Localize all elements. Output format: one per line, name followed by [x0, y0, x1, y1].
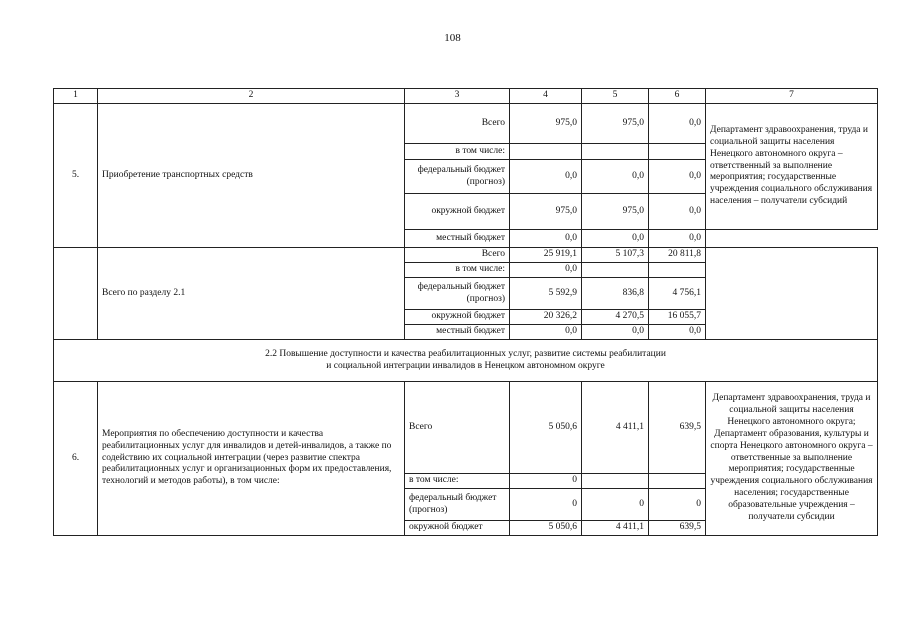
value-cell: 5 592,9 — [510, 278, 582, 310]
activity-name: Всего по разделу 2.1 — [98, 248, 405, 340]
funding-label: окружной бюджет — [405, 194, 510, 230]
value-cell: 0,0 — [649, 230, 706, 248]
value-cell: 5 050,6 — [510, 521, 582, 536]
value-cell: 4 270,5 — [582, 310, 649, 325]
value-cell: 4 411,1 — [582, 521, 649, 536]
value-cell: 4 411,1 — [582, 382, 649, 474]
funding-label: Всего — [405, 104, 510, 144]
value-cell: 5 107,3 — [582, 248, 649, 263]
value-cell — [649, 263, 706, 278]
header-cell: 6 — [649, 89, 706, 104]
value-cell: 0,0 — [510, 230, 582, 248]
value-cell: 0,0 — [649, 325, 706, 340]
table-row — [54, 382, 878, 474]
value-cell: 975,0 — [582, 194, 649, 230]
value-cell: 20 326,2 — [510, 310, 582, 325]
value-cell: 0 — [510, 474, 582, 489]
value-cell: 836,8 — [582, 278, 649, 310]
funding-label: в том числе: — [405, 474, 510, 489]
funding-label: федеральный бюджет (прогноз) — [405, 160, 510, 194]
value-cell: 20 811,8 — [649, 248, 706, 263]
activity-name: Приобретение транспортных средств — [98, 104, 405, 248]
responsible-executor: Департамент здравоохранения, труда и социальной защиты населения Ненецкого автономного округа; Департамент образования, культуры и спорта Ненецкого автономного округа – ответственные за выполнение мероприятия; государственные учреждения социального обслуживания населения; государственные образовательные учреждения – получатели субсидии — [706, 382, 878, 536]
value-cell — [582, 474, 649, 489]
funding-label: федеральный бюджет (прогноз) — [405, 278, 510, 310]
header-cell: 3 — [405, 89, 510, 104]
value-cell: 0,0 — [510, 325, 582, 340]
value-cell: 16 055,7 — [649, 310, 706, 325]
header-cell: 7 — [706, 89, 878, 104]
page-number: 108 — [444, 32, 461, 44]
row-number — [54, 248, 98, 340]
funding-label: федеральный бюджет (прогноз) — [405, 489, 510, 521]
value-cell — [510, 144, 582, 160]
activity-name: Мероприятия по обеспечению доступности и качества реабилитационных услуг для инвалидов и детей-инвалидов, а также по содействию их социальной интеграции (через развитие спектра реабилитационных услуг и организационных форм их предоставления, технологий и методов работы), в том числе: — [98, 382, 405, 536]
funding-label: окружной бюджет — [405, 310, 510, 325]
funding-label: окружной бюджет — [405, 521, 510, 536]
value-cell: 639,5 — [649, 382, 706, 474]
value-cell: 639,5 — [649, 521, 706, 536]
funding-label: Всего — [405, 248, 510, 263]
header-cell: 4 — [510, 89, 582, 104]
value-cell: 0,0 — [582, 160, 649, 194]
section-heading-row — [54, 340, 878, 382]
row-number: 5. — [54, 104, 98, 248]
value-cell: 0,0 — [510, 263, 582, 278]
section-heading — [54, 340, 878, 382]
value-cell: 0 — [582, 489, 649, 521]
value-cell: 0,0 — [582, 230, 649, 248]
header-row — [54, 89, 878, 104]
value-cell: 975,0 — [510, 104, 582, 144]
value-cell: 975,0 — [582, 104, 649, 144]
value-cell: 0,0 — [649, 194, 706, 230]
section-heading-line: 2.2 Повышение доступности и качества реабилитационных услуг, развитие системы реабилитации — [265, 348, 666, 359]
header-cell: 1 — [54, 89, 98, 104]
table-row — [54, 248, 878, 263]
value-cell: 0,0 — [649, 104, 706, 144]
funding-label: местный бюджет — [405, 230, 510, 248]
value-cell: 0,0 — [510, 160, 582, 194]
value-cell — [582, 144, 649, 160]
row-number: 6. — [54, 382, 98, 536]
header-cell: 2 — [98, 89, 405, 104]
funding-label: в том числе: — [405, 144, 510, 160]
value-cell: 0,0 — [649, 160, 706, 194]
value-cell: 0,0 — [582, 325, 649, 340]
value-cell — [649, 474, 706, 489]
header-cell: 5 — [582, 89, 649, 104]
funding-label: местный бюджет — [405, 325, 510, 340]
value-cell: 975,0 — [510, 194, 582, 230]
table-row — [54, 104, 878, 144]
responsible-executor — [706, 248, 878, 340]
value-cell: 25 919,1 — [510, 248, 582, 263]
value-cell — [649, 144, 706, 160]
funding-label: в том числе: — [405, 263, 510, 278]
section-heading-line: и социальной интеграции инвалидов в Ненецком автономном округе — [326, 360, 605, 371]
value-cell: 4 756,1 — [649, 278, 706, 310]
funding-label: Всего — [405, 382, 510, 474]
value-cell: 0 — [649, 489, 706, 521]
responsible-executor: Департамент здравоохранения, труда и социальной защиты населения Ненецкого автономного округа – ответственный за выполнение мероприятия; государственные учреждения социального обслуживания населения – получатели субсидий — [706, 104, 878, 230]
value-cell — [582, 263, 649, 278]
value-cell: 0 — [510, 489, 582, 521]
budget-table — [53, 88, 878, 536]
value-cell: 5 050,6 — [510, 382, 582, 474]
